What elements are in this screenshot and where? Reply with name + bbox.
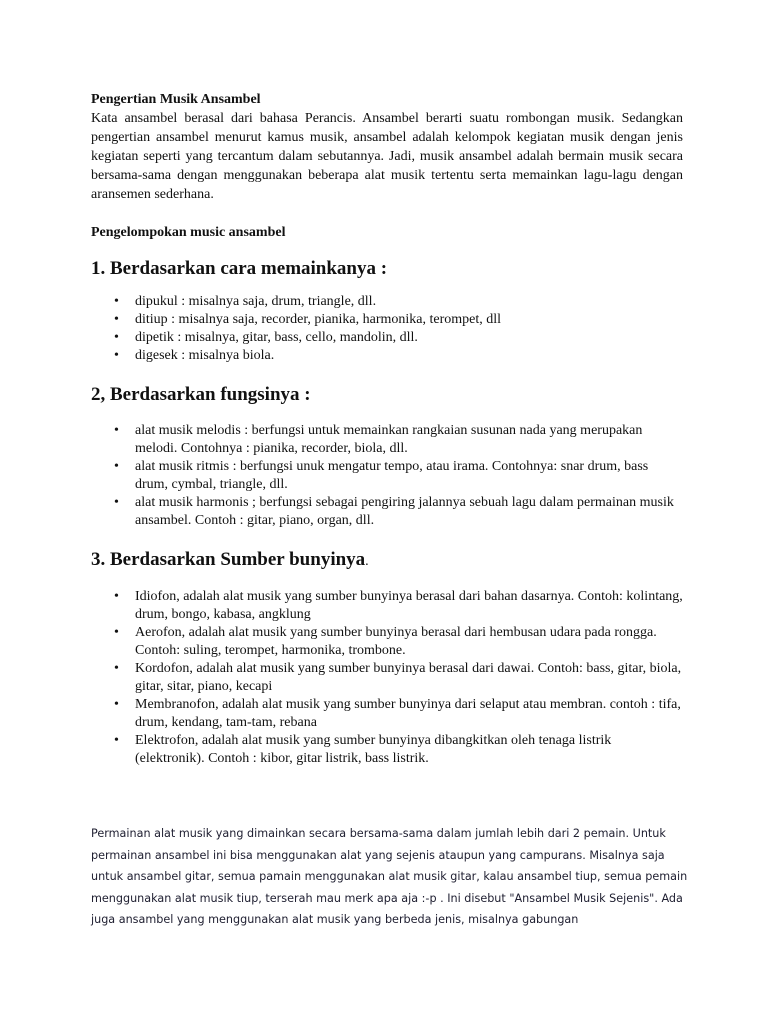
heading-section-1: 1. Berdasarkan cara memainkanya : [91, 258, 388, 279]
list-item: • digesek : misalnya biola. [135, 347, 683, 365]
list-item: • Kordofon, adalah alat musik yang sumber bunyinya berasal dari dawai. Contoh: bass, gitar, biola, gitar, sitar, piano, kecapi [135, 660, 683, 696]
intro-paragraph: Kata ansambel berasal dari bahasa Perancis. Ansambel berarti suatu rombongan musik. Sedangkan pengertian ansambel menurut kamus musik, ansambel adalah kelompok kegiatan musik dengan jenis kegiatan seperti yang tercantum dalam sebutannya. Jadi, musik ansambel adalah bermain musik secara bersama-sama dengan menggunakan beberapa alat musik tertentu serta memainkan lagu-lagu dengan aransemen sederhana. [91, 111, 683, 202]
heading-section-3-suffix: . [365, 554, 369, 569]
list-item: • ditiup : misalnya saja, recorder, pianika, harmonika, terompet, dll [135, 311, 683, 329]
list-item: • dipukul : misalnya saja, drum, triangle, dll. [135, 293, 683, 311]
list-section-1 [91, 293, 683, 365]
document-body [91, 90, 683, 768]
heading-section-3-text: 3. Berdasarkan Sumber bunyinya [91, 549, 366, 570]
list-item: • Idiofon, adalah alat musik yang sumber bunyinya berasal dari bahan dasarnya. Contoh: kolintang, drum, bongo, kabasa, angklung [135, 588, 683, 624]
closing-paragraph: Permainan alat musik yang dimainkan secara bersama-sama dalam jumlah lebih dari 2 pemain. Untuk permainan ansambel ini bisa menggunakan alat yang sejenis ataupun yang campurans. Misalnya saja untuk ansambel gitar, semua pamain menggunakan alat musik gitar, kalau ansambel tiup, semua pemain menggunakan alat musik tiup, terserah mau merk apa aja :-p . Ini disebut "Ansambel Musik Sejenis". Ada juga ansambel yang menggunakan alat musik yang berbeda jenis, misalnya gabungan [91, 827, 688, 926]
list-item: • alat musik ritmis : berfungsi unuk mengatur tempo, atau irama. Contohnya: snar drum, bass drum, cymbal, triangle, dll. [135, 458, 683, 494]
list-item: • dipetik : misalnya, gitar, bass, cello, mandolin, dll. [135, 329, 683, 347]
list-section-3 [91, 588, 683, 768]
list-section-2 [91, 422, 683, 530]
list-item: • Aerofon, adalah alat musik yang sumber bunyinya berasal dari hembusan udara pada rongga. Contoh: suling, terompet, harmonika, trombone. [135, 624, 683, 660]
list-item: • Elektrofon, adalah alat musik yang sumber bunyinya dibangkitkan oleh tenaga listrik (elektronik). Contoh : kibor, gitar listrik, bass listrik. [135, 732, 683, 768]
list-item: • alat musik melodis : berfungsi untuk memainkan rangkaian susunan nada yang merupakan melodi. Contohnya : pianika, recorder, biola, dll. [135, 422, 683, 458]
heading-section-2: 2, Berdasarkan fungsinya : [91, 384, 311, 405]
list-item: • alat musik harmonis ; berfungsi sebagai pengiring jalannya sebuah lagu dalam permainan musik ansambel. Contoh : gitar, piano, organ, dll. [135, 494, 683, 530]
grouping-title: Pengelompokan music ansambel [91, 225, 286, 240]
list-item: • Membranofon, adalah alat musik yang sumber bunyinya dari selaput atau membran. contoh : tifa, drum, kendang, tam-tam, rebana [135, 696, 683, 732]
section-title: Pengertian Musik Ansambel [91, 92, 261, 107]
heading-section-3 [91, 548, 683, 574]
